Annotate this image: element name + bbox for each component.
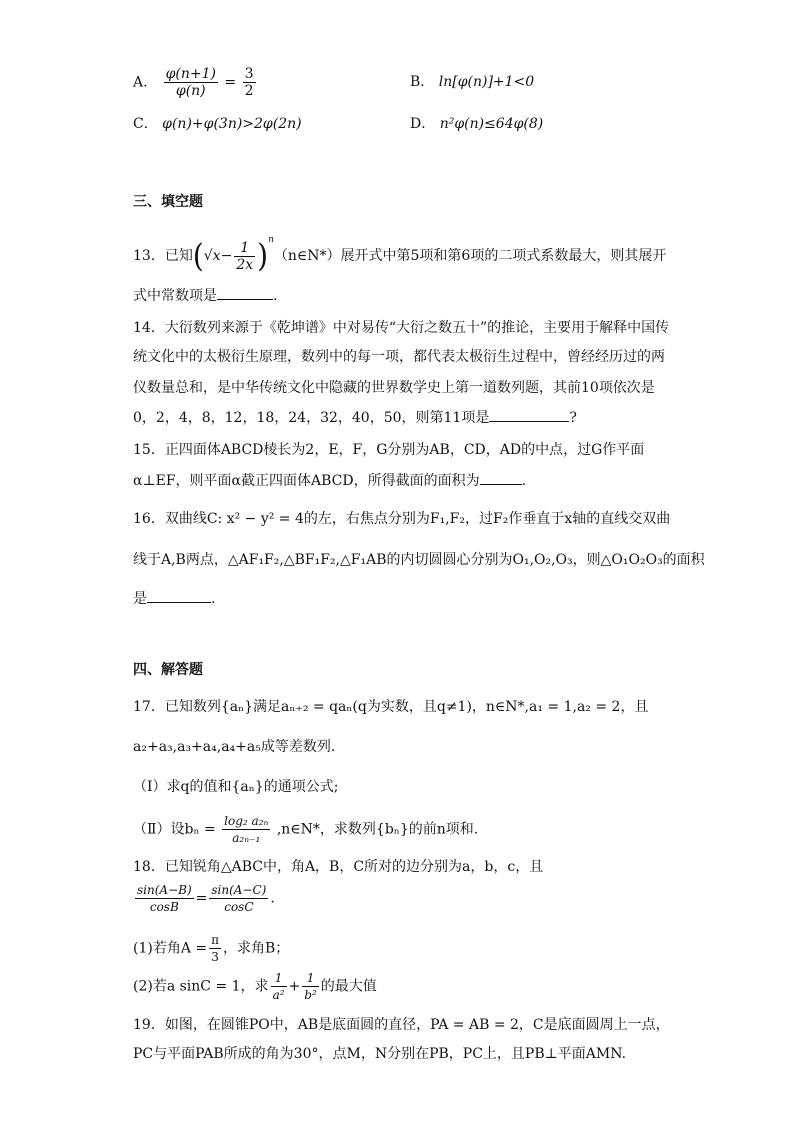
- option-a-eq: =: [224, 74, 237, 91]
- q13-paren-close: ): [257, 236, 269, 275]
- option-b-label: B．: [410, 74, 435, 90]
- q15-line2: [133, 470, 526, 491]
- q17-part2: [133, 813, 478, 846]
- option-a-label: A．: [133, 74, 158, 91]
- q18-eq: =: [195, 890, 208, 907]
- option-a-fraction: $\frac{\varphi(n+1)}{\varphi(n)}$: [165, 66, 216, 99]
- option-c-label: C．: [133, 116, 158, 132]
- q13-end: .: [273, 288, 278, 304]
- q13-minus: −: [220, 248, 233, 264]
- q16-blank[interactable]: [147, 588, 211, 603]
- q13-fraction: $\frac{1}{2x}$: [236, 239, 254, 273]
- q15-line1: 15．正四面体ABCD棱长为2，E，F，G分别为AB，CD，AD的中点，过G作平面: [133, 442, 645, 458]
- q14-end: ?: [569, 410, 577, 426]
- q17-part2-rest: ,n∈N*，求数列{bₙ}的前n项和.: [276, 821, 479, 838]
- q17-part2-prefix: （Ⅱ）设bₙ =: [133, 821, 216, 838]
- q14-line2: 统文化中的太极衍生原理，数列中的每一项，都代表太极衍生过程中，曾经经历过的两: [133, 349, 665, 365]
- q18-part1-rest: ，求角B；: [223, 940, 290, 957]
- q14-line3: 仪数量总和，是中华传统文化中隐藏的世界数学史上第一道数列题，其前10项依次是: [133, 380, 655, 396]
- q18-part2-rest: 的最大值: [320, 978, 377, 995]
- q18-condition: [133, 882, 275, 915]
- q18-part1-prefix: (1)若角A =: [133, 940, 208, 957]
- q14-blank[interactable]: [489, 407, 569, 422]
- q14-line4: [133, 407, 577, 428]
- q13-line1: [133, 230, 666, 273]
- q17-line2: a₂+a₃,a₃+a₄,a₄+a₅成等差数列.: [133, 739, 336, 755]
- q13-line2-text: 式中常数项是: [133, 288, 217, 304]
- q13-prefix: 13．已知: [133, 248, 193, 264]
- option-c: [133, 114, 302, 134]
- q18-lhs-fraction: $\frac{\sin(A-B)}{\cos B}$: [137, 883, 192, 914]
- q18-part2-frac-a: $\frac{1}{\text{a²}}$: [272, 971, 285, 1002]
- q15-end: .: [521, 473, 527, 489]
- q13-rest: 展开式中第5项和第6项的二项式系数最大，则其展开: [340, 248, 667, 264]
- q13-sqrt: √x: [203, 248, 221, 264]
- q18-line1: 18．已知锐角△ABC中，角A，B，C所对的边分别为a，b，c，且: [133, 859, 544, 875]
- q17-part1: （Ⅰ）求q的值和{aₙ}的通项公式;: [133, 779, 339, 795]
- q18-part2: [133, 970, 377, 1003]
- q16-line2: 线于A,B两点，△AF₁F₂,△BF₁F₂,△F₁AB的内切圆圆心分别为O₁,O₂,O₃，则△O₁O₂O₃的面积: [133, 552, 705, 568]
- q18-rhs-fraction: $\frac{\sin(A-C)}{\cos C}$: [211, 883, 267, 914]
- q18-cond-end: .: [270, 890, 275, 907]
- option-d-label: D．: [410, 116, 436, 132]
- q16-line3-text: 是: [133, 591, 147, 607]
- section-title-answer: 四、解答题: [133, 662, 203, 678]
- option-d: [410, 114, 543, 134]
- option-b-expr: ln[φ(n)]+1<0: [438, 74, 535, 90]
- section-title-fill-blank: 三、填空题: [133, 194, 203, 210]
- option-d-expr: n²φ(n)≤64φ(8): [439, 116, 544, 132]
- q18-plus: +: [288, 978, 301, 995]
- q14-line1: 14．大衍数列来源于《乾坤谱》中对易传“大衍之数五十”的推论，主要用于解释中国传: [133, 320, 670, 336]
- q15-blank[interactable]: [480, 470, 522, 485]
- q16-line1: 16．双曲线C: x² − y² = 4的左，右焦点分别为F₁,F₂，过F₂作垂直于x轴的直线交双曲: [133, 511, 671, 527]
- q17-line1: 17．已知数列{aₙ}满足aₙ₊₂ = qaₙ(q为实数，且q≠1)，n∈N*,a₁ = 1,a₂ = 2，且: [133, 699, 649, 715]
- q19-line1: 19．如图，在圆锥PO中，AB是底面圆的直径，PA = AB = 2，C是底面圆周上一点，: [133, 1017, 670, 1033]
- q16-end: .: [211, 591, 216, 607]
- option-a: [133, 66, 258, 99]
- q13-paren-open: (: [192, 236, 204, 275]
- q13-line2: [133, 285, 277, 306]
- q18-part2-prefix: (2)若a sinC = 1，求: [133, 978, 269, 995]
- q14-line4-text: 0，2，4，8，12，18，24，32，40，50，则第11项是: [133, 410, 490, 426]
- q16-line3: [133, 588, 215, 609]
- option-a-value: $\frac{3}{2}$: [244, 66, 254, 99]
- option-b: [410, 72, 534, 92]
- q18-part1-fraction: $\frac{\pi}{3}$: [211, 933, 220, 964]
- q17-part2-fraction: $\frac{\text{log₂ a₂ₙ}}{\text{a₂ₙ₋₁}}$: [224, 814, 269, 845]
- q13-condition: （n∈N*）: [273, 248, 341, 264]
- q13-power: n: [268, 235, 274, 245]
- option-c-expr: φ(n)+φ(3n)>2φ(2n): [162, 116, 302, 132]
- q13-blank[interactable]: [217, 285, 273, 300]
- q18-part2-frac-b: $\frac{1}{\text{b²}}$: [304, 971, 317, 1002]
- q19-line2: PC与平面PAB所成的角为30°，点M，N分别在PB，PC上，且PB⊥平面AMN.: [133, 1046, 627, 1062]
- q18-part1: [133, 932, 289, 965]
- q15-line2-text: α⊥EF，则平面α截正四面体ABCD，所得截面的面积为: [133, 473, 480, 489]
